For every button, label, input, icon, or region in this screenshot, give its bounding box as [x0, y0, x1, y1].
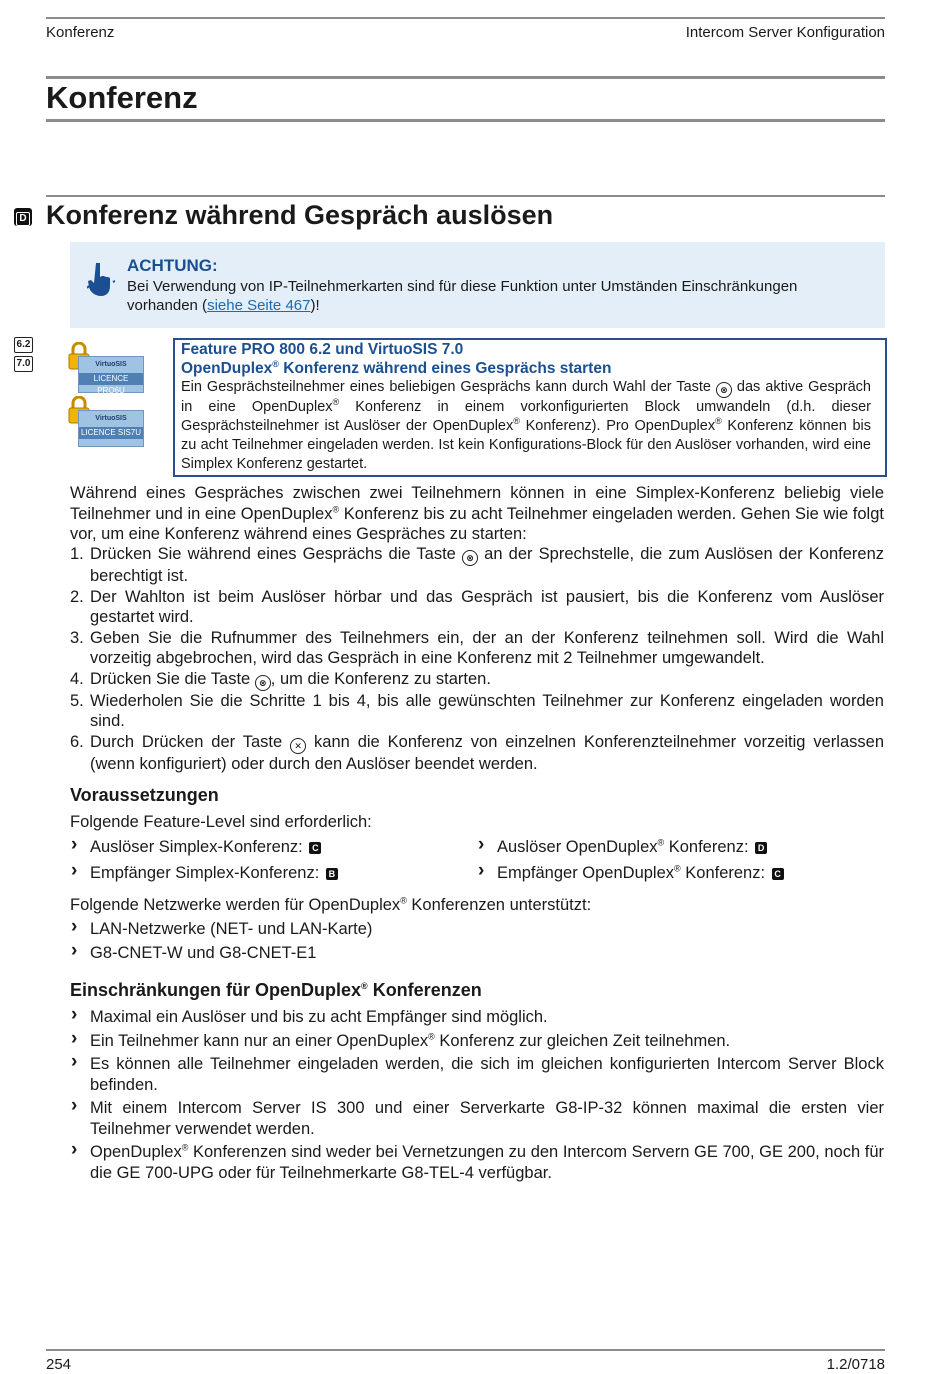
list-item: › G8-CNET-W und G8-CNET-E1	[70, 943, 884, 964]
feature-description: Ein Gesprächsteilnehmer eines beliebigen Gesprächs kann durch Wahl der Taste ⊗ das aktive Gespräch in eine OpenDuplex® Konferenz in einem vorkonfigurierten Block umwandeln (d.h. dieser Gesprächsteilnehmer ist Auslöser der OpenDuplex® Konferenz). Pro OpenDuplex® Konferenz können bis zu acht Teilnehmer eingeladen werden. Ist kein Konfigurations-Block für den Auslöser vorhanden, wird eine Simplex Konferenz gestartet.	[181, 379, 872, 472]
conference-key-icon: ⊗	[462, 550, 478, 566]
list-item: 3. Geben Sie die Rufnummer des Teilnehmers ein, der an der Konferenz teilnehmen soll. Wird die Wahl vorzeitig abgebrochen, wird das Gespräch in eine Konferenz mit 2 Teilnehmer umgewandelt.	[70, 628, 884, 667]
page-number: 254	[46, 1356, 72, 1373]
licence-icon-sis7u: VirtuoSIS LICENCE SIS7U	[68, 396, 146, 451]
steps-list	[70, 544, 884, 774]
section-rule	[46, 195, 885, 197]
cancel-key-icon: ✕	[290, 738, 306, 754]
list-item: › Empfänger OpenDuplex® Konferenz: C	[477, 863, 884, 884]
header-chapter: Konferenz	[46, 24, 115, 41]
list-item: 6. Durch Drücken der Taste ✕ kann die Konferenz von einzelnen Konferenzteilnehmer vorzeitig verlassen (wenn konfiguriert) oder durch den Auslöser beendet werden.	[70, 732, 884, 773]
list-item: 5. Wiederholen Sie die Schritte 1 bis 4, bis alle gewünschten Teilnehmer zur Konferenz eingeladen worden sind.	[70, 691, 884, 730]
list-item: 4. Drücken Sie die Taste ⊗ , um die Konferenz zu starten.	[70, 669, 884, 691]
section-title: Konferenz während Gespräch auslösen	[46, 200, 554, 230]
list-item: › LAN-Netzwerke (NET- und LAN-Karte)	[70, 919, 884, 940]
list-item: › Ein Teilnehmer kann nur an einer OpenDuplex® Konferenz zur gleichen Zeit teilnehmen.	[70, 1031, 884, 1052]
licence-icon-pro6u: VirtuoSIS LICENCE PRO6U	[68, 342, 146, 397]
networks-intro: Folgende Netzwerke werden für OpenDuplex® Konferenzen unterstützt:	[70, 895, 592, 914]
prereq-levels-right	[477, 837, 884, 883]
list-item: 1. Drücken Sie während eines Gesprächs die Taste ⊗ an der Sprechstelle, die zum Auslösen der Konferenz berechtigt ist.	[70, 545, 885, 585]
document-version: 1.2/0718	[826, 1356, 885, 1373]
intro-paragraph: Während eines Gespräches zwischen zwei Teilnehmern können in eine Simplex-Konferenz beliebig viele Teilnehmer und in eine OpenDuplex® Konferenz bis zu acht Teilnehmer eingeladen werden. Gehen Sie wie folgt vor, um eine Konferenz während eines Gespräches zu starten:	[70, 484, 884, 543]
list-item: › Es können alle Teilnehmer eingeladen werden, die sich im gleichen konfigurierten Intercom Server Block befinden.	[70, 1054, 884, 1095]
prereq-title: Voraussetzungen	[70, 785, 219, 805]
page-link[interactable]: siehe Seite 467	[207, 297, 311, 314]
title-rule-top	[46, 76, 885, 79]
list-item: › Auslöser OpenDuplex® Konferenz: D	[477, 837, 884, 858]
feature-level-badge: D	[14, 208, 32, 226]
prereq-levels-left	[70, 837, 470, 883]
header-rule	[46, 17, 885, 19]
header-title: Intercom Server Konfiguration	[685, 24, 885, 41]
list-item: 2. Der Wahlton ist beim Auslöser hörbar und das Gespräch ist pausiert, bis die Konferenz vom Auslöser gestartet wird.	[70, 587, 884, 626]
warning-text: Bei Verwendung von IP-Teilnehmerkarten sind für diese Funktion unter Umständen Einschränkungen vorhanden (siehe Seite 467)!	[127, 278, 798, 314]
conference-key-icon: ⊗	[716, 382, 732, 398]
restrictions-title: Einschränkungen für OpenDuplex® Konferenzen	[70, 980, 482, 1000]
pointing-hand-icon	[87, 262, 115, 296]
feature-title: Feature PRO 800 6.2 und VirtuoSIS 7.0	[181, 341, 464, 358]
list-item: › Auslöser Simplex-Konferenz: C	[70, 837, 470, 858]
version-badge-6-2: 6.2	[14, 337, 33, 353]
version-badge-7-0: 7.0	[14, 356, 33, 372]
feature-box	[173, 338, 887, 477]
title-rule-bottom	[46, 119, 885, 122]
conference-key-icon: ⊗	[255, 675, 271, 691]
list-item: › Mit einem Intercom Server IS 300 und einer Serverkarte G8-IP-32 können maximal die ersten vier Teilnehmer verwendet werden.	[70, 1098, 884, 1139]
footer-rule	[46, 1349, 885, 1351]
warning-box	[70, 242, 885, 328]
list-item: › Empfänger Simplex-Konferenz: B	[70, 863, 470, 884]
feature-subtitle: OpenDuplex® Konferenz während eines Gesprächs starten	[181, 358, 612, 377]
warning-title: ACHTUNG:	[127, 256, 218, 275]
list-item: › OpenDuplex® Konferenzen sind weder bei Vernetzungen zu den Intercom Servern GE 700, GE 200, noch für die GE 700-UPG oder für Teilnehmerkarte G8-TEL-4 verfügbar.	[70, 1142, 884, 1183]
list-item: › Maximal ein Auslöser und bis zu acht Empfänger sind möglich.	[70, 1007, 884, 1028]
prereq-intro: Folgende Feature-Level sind erforderlich:	[70, 813, 372, 831]
page-title: Konferenz	[46, 80, 198, 115]
networks-list	[70, 919, 884, 963]
restrictions-list	[70, 1007, 884, 1183]
